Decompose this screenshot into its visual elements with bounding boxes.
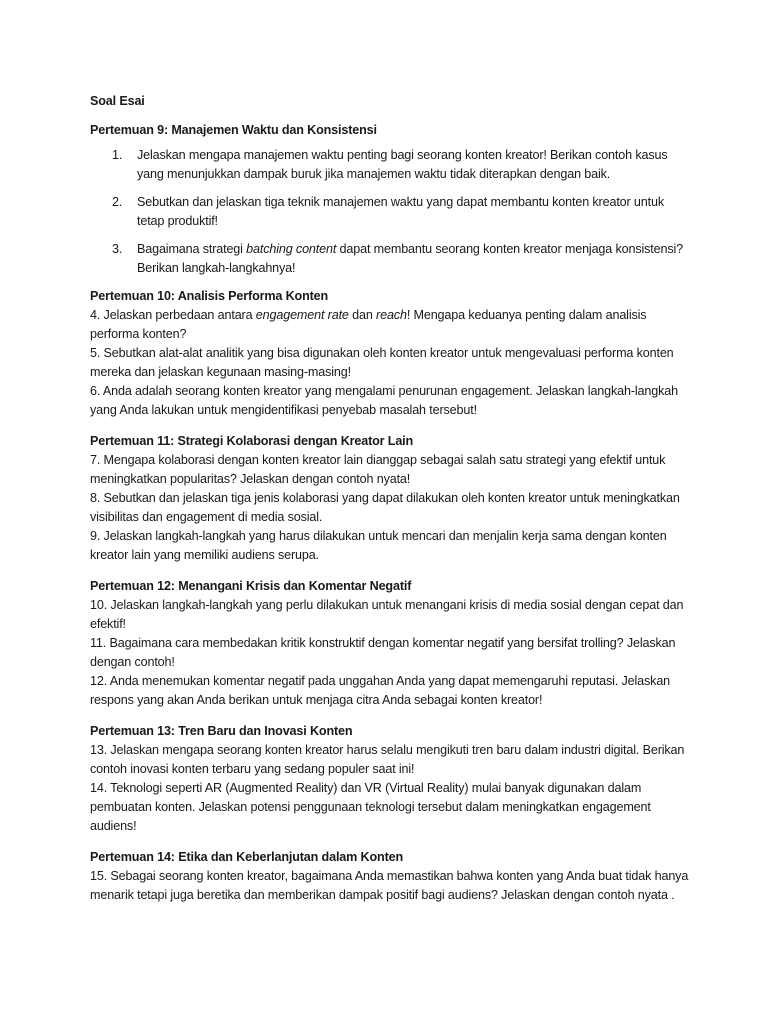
question-list — [90, 146, 690, 278]
question-item: 15. Sebagai seorang konten kreator, bagaimana Anda memastikan bahwa konten yang Anda buat tidak hanya menarik tetapi juga beretika dan memberikan dampak positif bagi audiens? Jelaskan dengan contoh nyata . — [90, 869, 689, 902]
section-pertemuan-12 — [90, 577, 690, 710]
question-item: 10. Jelaskan langkah-langkah yang perlu dilakukan untuk menangani krisis di media sosial dengan cepat dan efektif! — [90, 598, 684, 631]
section-pertemuan-11 — [90, 432, 690, 565]
section-heading: Pertemuan 14: Etika dan Keberlanjutan dalam Konten — [90, 850, 404, 864]
question-item — [90, 240, 690, 278]
question-text-part: dan — [348, 308, 377, 322]
question-item: 5. Sebutkan alat-alat analitik yang bisa digunakan oleh konten kreator untuk mengevaluasi performa konten mereka dan jelaskan kegunaan masing-masing! — [90, 346, 674, 379]
question-item: 11. Bagaimana cara membedakan kritik konstruktif dengan komentar negatif yang bersifat trolling? Jelaskan dengan contoh! — [90, 636, 676, 669]
question-item: 8. Sebutkan dan jelaskan tiga jenis kolaborasi yang dapat dilakukan oleh konten kreator untuk meningkatkan visibilitas dan engagement di media sosial. — [90, 491, 680, 524]
question-item: 6. Anda adalah seorang konten kreator yang mengalami penurunan engagement. Jelaskan langkah-langkah yang Anda lakukan untuk mengidentifikasi penyebab masalah tersebut! — [90, 384, 678, 417]
document-page — [90, 92, 690, 917]
question-number: 3. — [112, 242, 123, 256]
section-pertemuan-10 — [90, 287, 690, 420]
question-text-italic: engagement rate — [255, 308, 349, 322]
question-text-italic: batching content — [246, 242, 337, 256]
section-pertemuan-14 — [90, 848, 690, 905]
question-item: 14. Teknologi seperti AR (Augmented Reality) dan VR (Virtual Reality) mulai banyak digunakan dalam pembuatan konten. Jelaskan potensi penggunaan teknologi tersebut dalam meningkatkan engagement audiens! — [90, 781, 651, 833]
question-item — [90, 193, 690, 231]
section-pertemuan-13 — [90, 722, 690, 836]
question-text-part: ! Mengapa keduanya penting dalam analisis performa konten? — [90, 308, 647, 341]
question-text-italic: reach — [376, 308, 407, 322]
section-heading: Pertemuan 11: Strategi Kolaborasi dengan Kreator Lain — [90, 434, 414, 448]
document-title: Soal Esai — [90, 94, 145, 108]
question-item — [90, 306, 690, 344]
section-heading: Pertemuan 10: Analisis Performa Konten — [90, 289, 329, 303]
question-item: 9. Jelaskan langkah-langkah yang harus dilakukan untuk mencari dan menjalin kerja sama dengan konten kreator lain yang memiliki audiens serupa. — [90, 529, 667, 562]
question-text-part: Bagaimana strategi — [137, 242, 247, 256]
section-pertemuan-9 — [90, 121, 690, 278]
question-number: 2. — [112, 195, 123, 209]
question-number: 1. — [112, 148, 123, 162]
question-text-part: 4. Jelaskan perbedaan antara — [90, 308, 256, 322]
question-item: 13. Jelaskan mengapa seorang konten kreator harus selalu mengikuti tren baru dalam industri digital. Berikan contoh inovasi konten terbaru yang sedang populer saat ini! — [90, 743, 685, 776]
section-heading: Pertemuan 12: Menangani Krisis dan Komentar Negatif — [90, 579, 412, 593]
question-item: 12. Anda menemukan komentar negatif pada unggahan Anda yang dapat memengaruhi reputasi. Jelaskan respons yang akan Anda berikan untuk menjaga citra Anda sebagai konten kreator! — [90, 674, 671, 707]
question-text: Jelaskan mengapa manajemen waktu penting bagi seorang konten kreator! Berikan contoh kasus yang menunjukkan dampak buruk jika manajemen waktu tidak diterapkan dengan baik. — [137, 148, 668, 181]
section-heading: Pertemuan 9: Manajemen Waktu dan Konsistensi — [90, 123, 377, 137]
question-text: Sebutkan dan jelaskan tiga teknik manajemen waktu yang dapat membantu konten kreator untuk tetap produktif! — [137, 195, 664, 228]
question-item — [90, 146, 690, 184]
question-item: 7. Mengapa kolaborasi dengan konten kreator lain dianggap sebagai salah satu strategi yang efektif untuk meningkatkan popularitas? Jelaskan dengan contoh nyata! — [90, 453, 666, 486]
section-heading: Pertemuan 13: Tren Baru dan Inovasi Konten — [90, 724, 353, 738]
question-text-part: dapat membantu seorang konten kreator menjaga konsistensi? Berikan langkah-langkahnya! — [137, 242, 683, 275]
